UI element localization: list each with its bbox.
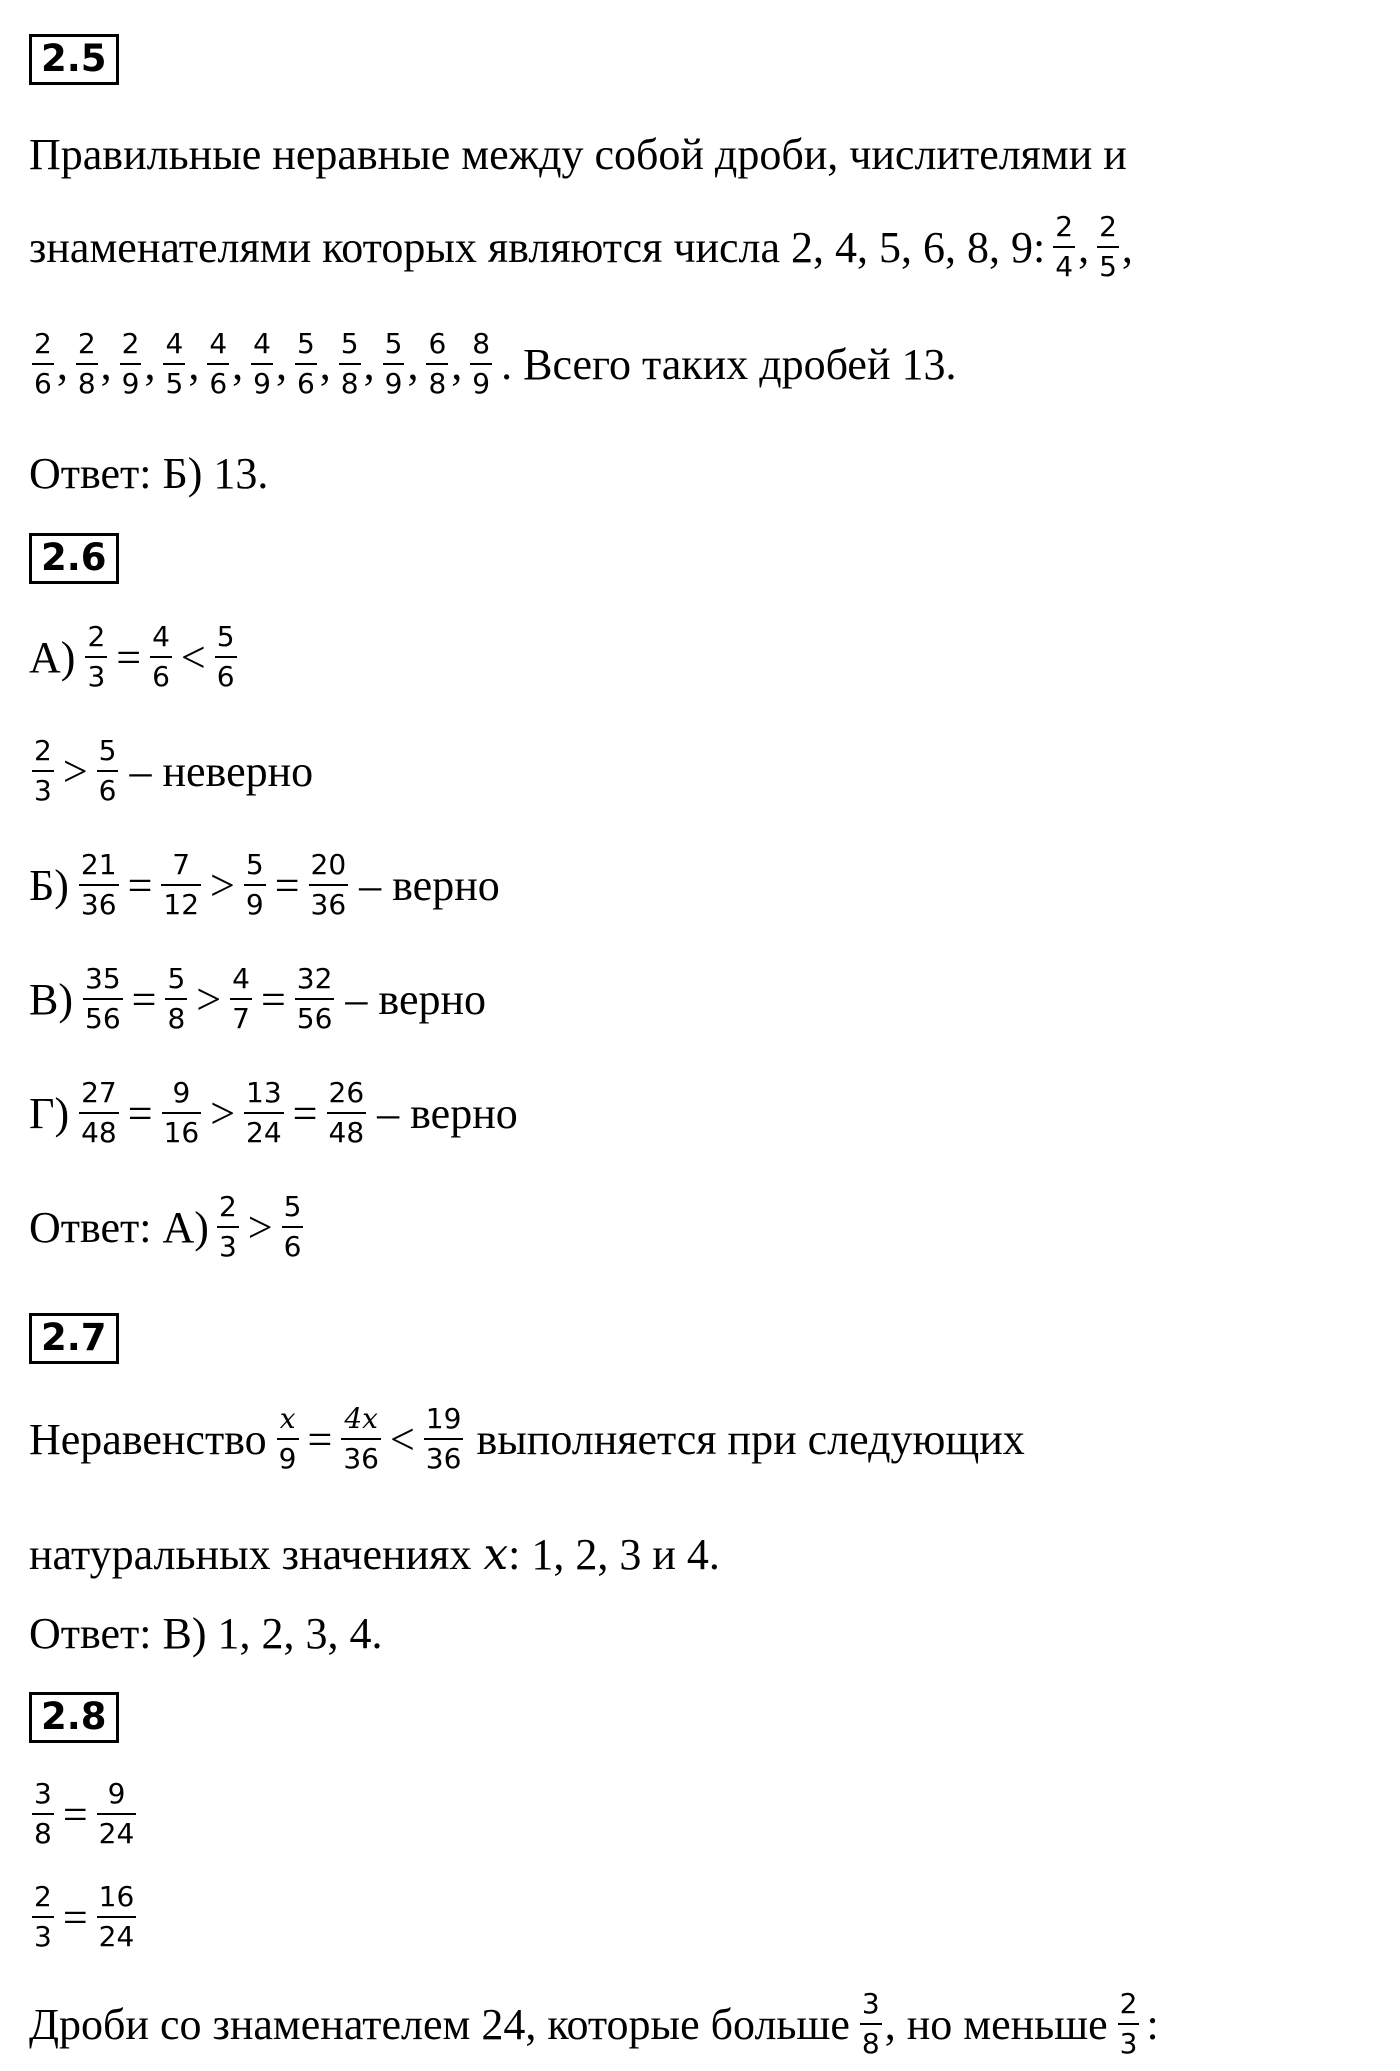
fraction: $\frac{3}{8}$ [861,1987,880,2060]
s25-line2 [29,210,1138,283]
s26-line-a: А) $\frac{2}{3}$ = $\frac{4}{6}$ < $\frac{5}{6}$ [29,620,235,693]
s25-fraction-list: $\frac{2}{6}$ , $\frac{2}{8}$ , $\frac{2}{9}$ , $\frac{4}{5}$ , $\frac{4}{6}$ , $\frac{4}{9}$ , $\frac{5}{6}$ , $\frac{5}{8}$ , $\frac{5}{9}$ , $\frac{6}{8}$ , $\frac{8}{9}$ . Всего таких дробей 13. [34,327,957,400]
fraction: $\frac{35}{56}$ [85,962,121,1035]
fraction: $\frac{4}{7}$ [232,962,250,1035]
fraction: $\frac{4x}{36}$ [343,1402,379,1475]
s26-line-v: В) $\frac{35}{56}$ = $\frac{5}{8}$ > $\frac{4}{7}$ = $\frac{32}{56}$ – верно [29,962,487,1035]
fraction: $\frac{5}{9}$ [384,327,403,400]
fraction: $\frac{32}{56}$ [296,962,333,1035]
fraction: $\frac{2}{3}$ [34,1880,52,1953]
s26-answer: Ответ: А) $\frac{2}{3}$ > $\frac{5}{6}$ [29,1190,302,1263]
fraction: $\frac{5}{6}$ [98,734,117,807]
fraction: $\frac{8}{9}$ [472,327,491,400]
fraction: $\frac{x}{9}$ [278,1402,297,1475]
fraction: $\frac{5}{8}$ [167,962,186,1035]
comma: , [1078,222,1090,272]
fraction: $\frac{2}{9}$ [121,327,140,400]
fraction: $\frac{2}{3}$ [218,1190,237,1263]
fraction: $\frac{2}{5}$ [1099,210,1117,283]
s26-line-a2: $\frac{2}{3}$ > $\frac{5}{6}$ – неверно [34,734,314,807]
fraction: $\frac{9}{24}$ [98,1777,135,1850]
fraction: $\frac{7}{12}$ [163,848,200,921]
exercise-number-2-6: 2.6 [29,533,119,584]
fraction: $\frac{21}{36}$ [80,848,117,921]
fraction: $\frac{5}{6}$ [283,1190,302,1263]
s25-answer: Ответ: Б) 13. [29,449,269,498]
fraction: $\frac{19}{36}$ [425,1402,462,1475]
s28-eq1: $\frac{3}{8}$ = $\frac{9}{24}$ [34,1777,135,1850]
s26-line-g: Г) $\frac{27}{48}$ = $\frac{9}{16}$ > $\frac{13}{24}$ = $\frac{26}{48}$ – верно [29,1076,518,1149]
fraction: $\frac{9}{16}$ [163,1076,200,1149]
fraction: $\frac{26}{48}$ [328,1076,365,1149]
fraction: $\frac{5}{8}$ [340,327,359,400]
exercise-number-2-7: 2.7 [29,1313,119,1364]
s28-last-line: Дроби со знаменателем 24, которые больше $\frac{3}{8}$ , но меньше $\frac{2}{3}$ : [29,1987,1159,2060]
fraction: $\frac{4}{9}$ [253,327,271,400]
exercise-number-2-5: 2.5 [29,34,119,85]
fraction: $\frac{4}{6}$ [209,327,228,400]
fraction: $\frac{13}{24}$ [246,1076,282,1149]
fraction: $\frac{2}{6}$ [34,327,52,400]
fraction: $\frac{5}{9}$ [245,848,264,921]
s26-line-b: Б) $\frac{21}{36}$ = $\frac{7}{12}$ > $\frac{5}{9}$ = $\frac{20}{36}$ – верно [29,848,500,921]
fraction: $\frac{4}{5}$ [165,327,184,400]
s27-answer: Ответ: В) 1, 2, 3, 4. [29,1609,383,1658]
s27-line2: натуральных значениях x : 1, 2, 3 и 4. [29,1529,720,1580]
comma: , [1121,222,1133,272]
fraction: $\frac{16}{24}$ [98,1880,135,1953]
fraction: $\frac{5}{6}$ [216,620,235,693]
fraction: $\frac{2}{3}$ [34,734,52,807]
s27-line1: Неравенство $\frac{x}{9}$ = $\frac{4x}{36}$ < $\frac{19}{36}$ выполняется при следующих [29,1402,1025,1475]
s25-total: . Всего таких дробей 13. [501,339,957,389]
fraction: $\frac{6}{8}$ [428,327,447,400]
fraction: $\frac{2}{4}$ [1055,210,1074,283]
exercise-number-2-8: 2.8 [29,1692,119,1743]
fraction: $\frac{2}{8}$ [77,327,96,400]
s25-line1: Правильные неравные между собой дроби, числителями и [29,130,1127,179]
fraction: $\frac{27}{48}$ [81,1076,117,1149]
fraction: $\frac{20}{36}$ [310,848,347,921]
fraction: $\frac{4}{6}$ [152,620,170,693]
fraction: $\frac{2}{3}$ [1119,1987,1138,2060]
s28-eq2: $\frac{2}{3}$ = $\frac{16}{24}$ [34,1880,135,1953]
s25-line2-text: знаменателями которых являются числа 2, 4, 5, 6, 8, 9: [29,222,1046,272]
fraction: $\frac{3}{8}$ [34,1777,52,1850]
fraction: $\frac{2}{3}$ [87,620,106,693]
fraction: $\frac{5}{6}$ [296,327,315,400]
